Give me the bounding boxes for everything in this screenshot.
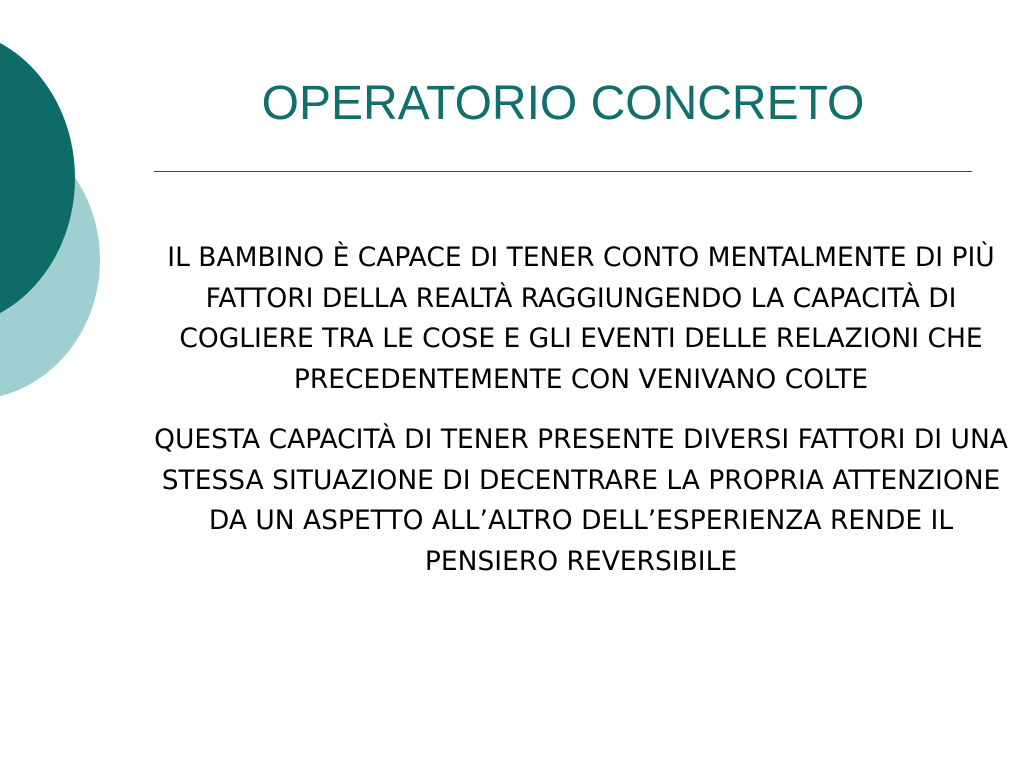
slide-body [150,238,1012,582]
body-paragraph-2: QUESTA CAPACITÀ DI TENER PRESENTE DIVERSI FATTORI DI UNA STESSA SITUAZIONE DI DECENTRARE LA PROPRIA ATTENZIONE DA UN ASPETTO ALL’ALTRO DELL’ESPERIENZA RENDE IL PENSIERO REVERSIBILE [154,424,1008,577]
title-divider [154,171,972,172]
slide-title: OPERATORIO CONCRETO [261,77,865,130]
body-paragraph-1: IL BAMBINO È CAPACE DI TENER CONTO MENTALMENTE DI PIÙ FATTORI DELLA REALTÀ RAGGIUNGENDO LA CAPACITÀ DI COGLIERE TRA LE COSE E GLI EVENTI DELLE RELAZIONI CHE PRECEDENTEMENTE CON VENIVANO COLTE [167,242,995,395]
